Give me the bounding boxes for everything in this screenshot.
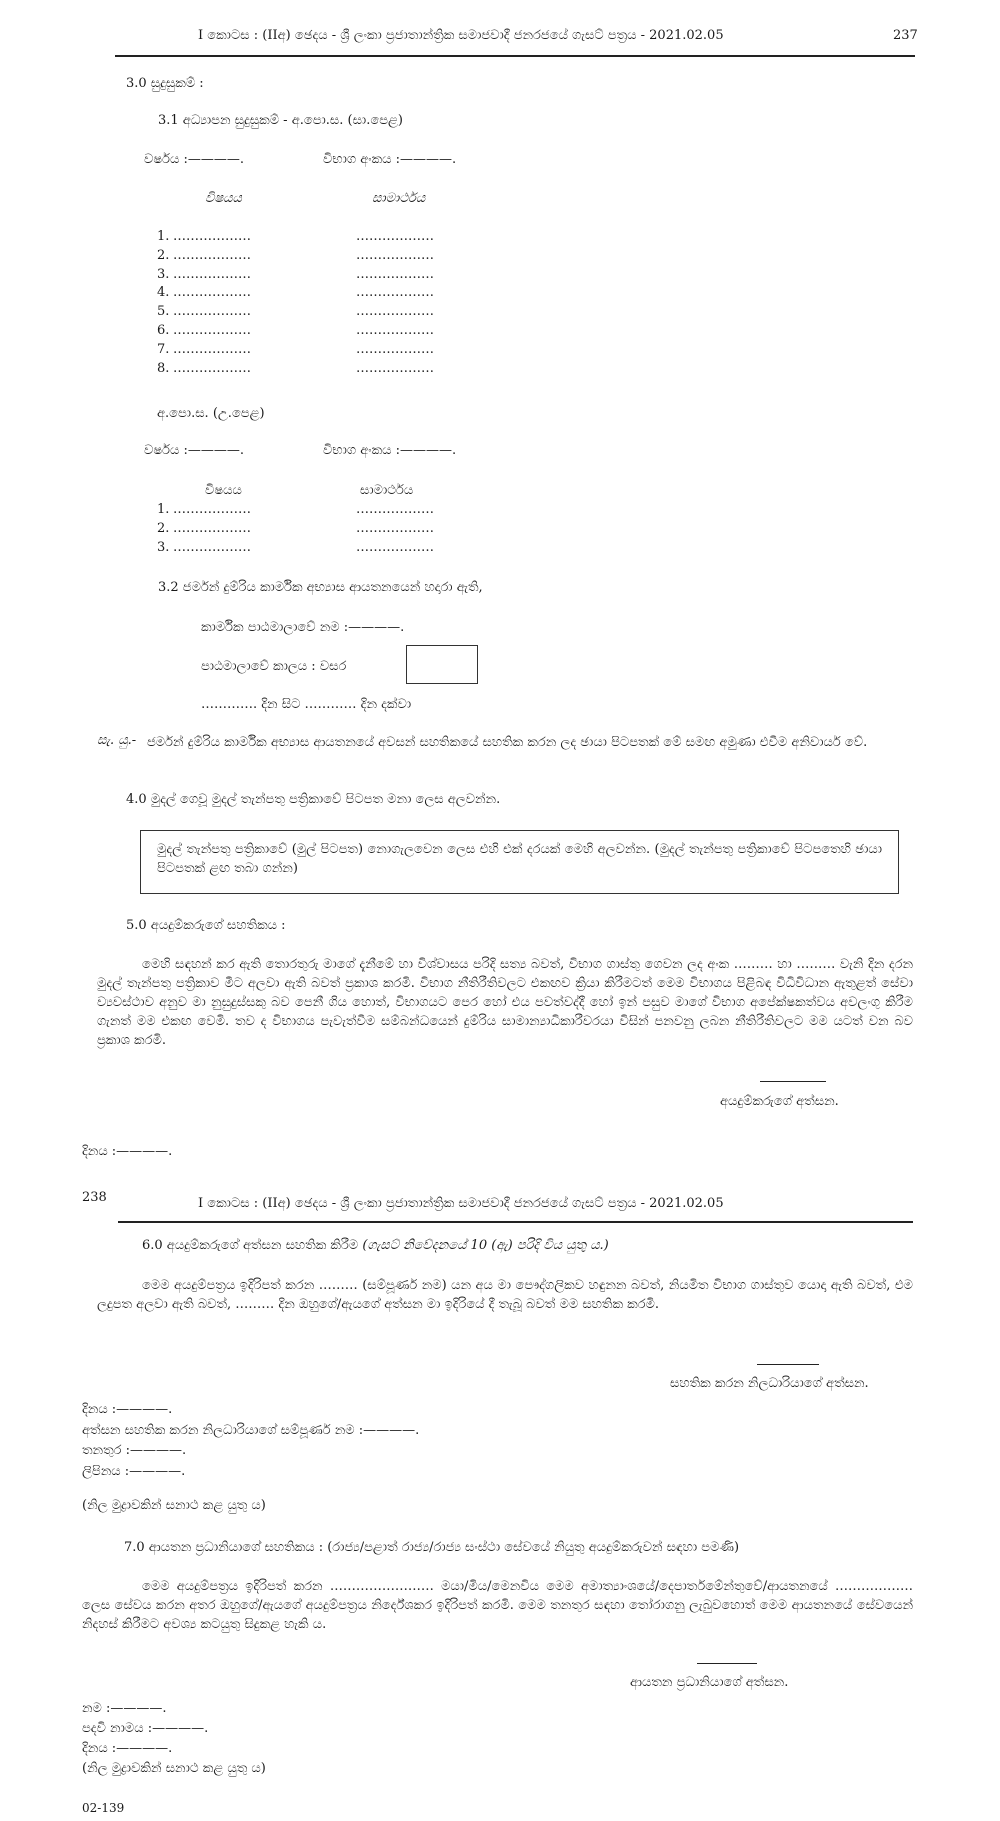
section-7-heading: 7.0 ආයතන ප්‍රධානියාගේ සහතිකය : (රාජ්‍ය/පළාත් රාජ්‍ය/රාජ්‍ය සංස්ථා සේවයේ නියුතු අයදුම්කරුවන් සඳහා පමණි): [124, 1540, 740, 1555]
course-name-field: කාර්මික පාඨමාලාවේ නම :————.: [201, 620, 405, 635]
al-row-subject: ………………: [173, 539, 251, 555]
applicant-declaration-text: මෙහි සඳහන් කර ඇති තොරතුරු මාගේ දැනීමේ හා විශ්වාසය පරිදි සත්‍ය බවත්, විභාග ගාස්තු ගෙවන ලද අංක ……… හා ……… වැනි දින දරන මුදල් තැන්පතු පත්‍රිකාව මීට අලවා ඇති බවත් ප්‍රකාශ කරමි. විභාග නීතිරීතිවලට එකඟව ක්‍රියා කිරීමටත් මෙම විභාගය පිළිබඳ විධිවිධාන ඇතුළත් සේවා ව්‍යවස්ථාව අනුව මා නුසුදුස්සකු බව පෙනී ගිය හොත්, විභාගයට පෙර හෝ එය පවත්වද්දී හෝ ඉන් පසුව මාගේ විභාග අපේක්ෂකත්වය අවලංගු කිරීම ගැනත් මම එකඟ වෙමි. තව ද විභාගය පැවැත්වීම සම්බන්ධයෙන් දුම්රිය සාමාන්‍යාධිකාරීවරයා විසින් පනවනු ලබන නීතිරීතිවලට මම යටත් වන බව ප්‍රකාශ කරමි.: [97, 957, 913, 1048]
course-dates-field: …………. දින සිට ………… දින දක්වා: [201, 697, 412, 712]
section-3-2-heading: 3.2 ජර්මන් දුම්රිය කාර්මික අභ්‍යාස ආයතනයෙන් හදාරා ඇති,: [158, 580, 483, 595]
section-6-heading-note: (ගැසට් නිවේදනයේ 10 (ඇ) පරිදි විය යුතු ය.): [362, 1238, 609, 1253]
deposit-slip-box: [140, 830, 899, 894]
note-text: ජර්මන් දුම්රිය කාර්මික අභ්‍යාස ආයතනයේ අවසන් සහතිකයේ සහතික කරන ලද ඡායා පිටපතක් මේ සමඟ අමුණා එවීම අනිවාර්ය වේ.: [147, 735, 868, 750]
section-7-seal-note: (නිල මුද්‍රාවකින් සනාථ කළ යුතු ය): [82, 1761, 266, 1776]
ol-row-grade: ………………: [356, 285, 434, 301]
ol-row-grade: ………………: [356, 229, 434, 244]
head-of-institution-text: මෙම අයදුම්පත්‍රය ඉදිරිපත් කරන …………………… මයා/මිය/මෙනවිය මෙම අමාත්‍යාංශයේ/දෙපාර්තමේන්තුවේ/ආයතනයේ ……………… ලෙස සේවය කරන අතර ඔහුගේ/ඇයගේ අයදුම්පත්‍රය නිර්දේශකර ඉදිරිපත් කරමි. මෙම තනතුර සඳහා තෝරාගනු ලැබුවහොත් මෙම ආයතනයේ සේවයෙන් නිදහස් කිරීමට අවශ්‍ය කටයුතු සිදුකළ හැකි ය.: [82, 1579, 913, 1632]
duration-years-box: [406, 645, 478, 684]
page-2-header-title: I කොටස : (IIඅ) ඡෙදය - ශ්‍රී ලංකා ප්‍රජාතාන්ත්‍රික සමාජවාදී ජනරජයේ ගැසට් පත්‍රය - 2021.02.05: [198, 1196, 724, 1211]
head-signature-line: [697, 1663, 757, 1664]
head-field: නම :————.: [82, 1701, 167, 1716]
ol-row-subject: ………………: [173, 266, 251, 282]
head-field: පදවි නාමය :————.: [82, 1721, 209, 1736]
section-6-heading: [142, 1238, 609, 1253]
al-col-subject: විෂයය: [205, 483, 242, 498]
section-5-heading: 5.0 අයදුම්කරුගේ සහතිකය :: [126, 918, 286, 933]
ol-row-number: 7.: [157, 341, 170, 357]
note-label: සැ. යු.-: [97, 733, 137, 748]
ol-row-subject: ………………: [173, 360, 251, 376]
footer-code: 02-139: [82, 1801, 125, 1815]
head-field: දිනය :————.: [82, 1741, 173, 1756]
al-row-number: 1.: [157, 502, 170, 517]
page-number: 237: [893, 28, 918, 43]
ol-row-grade: ………………: [356, 323, 434, 338]
ol-row-number: 6.: [157, 323, 170, 338]
al-row-subject: ………………: [173, 520, 251, 536]
section-4-heading: 4.0 මුදල් ගෙවූ මුදල් තැන්පතු පත්‍රිකාවේ පිටපත මනා ලෙස අලවන්න.: [126, 792, 501, 807]
certifier-field: ලිපිනය :————.: [82, 1463, 186, 1479]
page-header-title: I කොටස : (IIඅ) ඡෙදය - ශ්‍රී ලංකා ප්‍රජාතාන්ත්‍රික සමාජවාදී ජනරජයේ ගැසට් පත්‍රය - 2021.02.05: [198, 28, 724, 43]
certifier-field: දිනය :————.: [82, 1402, 173, 1417]
deposit-slip-instruction: මුදල් තැන්පතු පත්‍රිකාවේ (මුල් පිටපත) නොගැලවෙන ලෙස එහි එක් දරයක් මෙහි අලවන්න. (මුදල් තැන්පතු පත්‍රිකාවේ පිටපතෙහි ඡායා පිටපතක් ළඟ තබා ගන්න): [157, 842, 882, 876]
page-2-number: 238: [82, 1190, 107, 1205]
certifier-signature-label: සහතික කරන නිලධාරියාගේ අත්සන.: [670, 1376, 869, 1391]
ol-row-number: 2.: [157, 247, 170, 263]
section-3-1-heading: 3.1 අධ්‍යාපන සුදුසුකම් - අ.පො.ස. (සා.පෙළ): [158, 113, 403, 128]
ol-row-grade: ………………: [356, 304, 434, 320]
header-rule: [115, 55, 915, 57]
ol-year-field: වර්ෂය :————.: [144, 152, 244, 167]
certifier-field: තනතුර :————.: [82, 1443, 187, 1458]
al-row-grade: ………………: [356, 502, 434, 517]
ol-row-number: 1.: [157, 229, 170, 244]
section-6-heading-text: 6.0 අයදුම්කරුගේ අත්සන සහතික කිරීම: [142, 1238, 359, 1253]
ol-row-subject: ………………: [173, 304, 251, 320]
ol-row-number: 8.: [157, 360, 170, 376]
ol-col-subject: විෂයය: [205, 191, 242, 206]
ol-row-number: 4.: [157, 285, 170, 301]
ol-row-grade: ………………: [356, 341, 434, 357]
ol-row-subject: ………………: [173, 247, 251, 263]
ol-row-subject: ………………: [173, 229, 251, 244]
section-6-seal-note: (නිල මුද්‍රාවකින් සනාථ කළ යුතු ය): [82, 1498, 266, 1513]
ol-row-subject: ………………: [173, 285, 251, 301]
ol-row-grade: ………………: [356, 360, 434, 376]
page-2-header-rule: [118, 1221, 913, 1223]
ol-row-grade: ………………: [356, 266, 434, 282]
al-col-grade: සාමාර්ථය: [360, 483, 414, 498]
ol-col-grade: සාමාර්ථය: [372, 191, 426, 206]
applicant-signature-line: [760, 1081, 826, 1082]
al-row-grade: ………………: [356, 539, 434, 555]
certifier-field: අත්සන සහතික කරන නිලධාරියාගේ සම්පූර්ණ නම :————.: [82, 1422, 420, 1438]
ol-row-number: 3.: [157, 266, 170, 282]
al-year-field: වර්ෂය :————.: [144, 443, 244, 458]
applicant-signature-label: අයදුම්කරුගේ අත්සන.: [720, 1094, 839, 1109]
ol-row-subject: ………………: [173, 323, 251, 338]
al-row-subject: ………………: [173, 502, 251, 517]
section-3-heading: 3.0 සුදුසුකම් :: [126, 76, 204, 91]
certifier-signature-line: [757, 1364, 819, 1365]
ol-row-subject: ………………: [173, 341, 251, 357]
al-row-number: 3.: [157, 539, 170, 555]
ol-index-field: විභාග අංකය :————.: [323, 152, 457, 167]
applicant-date-field: දිනය :————.: [82, 1144, 173, 1159]
course-duration-field: පාඨමාලාවේ කාලය : වසර: [201, 659, 347, 674]
al-row-grade: ………………: [356, 520, 434, 536]
al-index-field: විභාග අංකය :————.: [323, 443, 457, 458]
signature-certification-text: මෙම අයදුම්පත්‍රය ඉදිරිපත් කරන ……… (සම්පූර්ණ නම) යන අය මා පෞද්ගලිකව හඳුනන බවත්, නියමිත විභාග ගාස්තුව යොදා ඇති බවත්, එම ලදුපත අලවා ඇති බවත්, ……… දින ඔහුගේ/ඇයගේ අත්සන මා ඉදිරියේ දී තැබූ බවත් මම සහතික කරමි.: [97, 1278, 913, 1312]
head-signature-label: ආයතන ප්‍රධානියාගේ අත්සන.: [630, 1675, 789, 1690]
ol-row-grade: ………………: [356, 247, 434, 263]
al-heading: අ.පො.ස. (උ.පෙළ): [157, 406, 265, 421]
al-row-number: 2.: [157, 520, 170, 536]
ol-row-number: 5.: [157, 304, 170, 320]
